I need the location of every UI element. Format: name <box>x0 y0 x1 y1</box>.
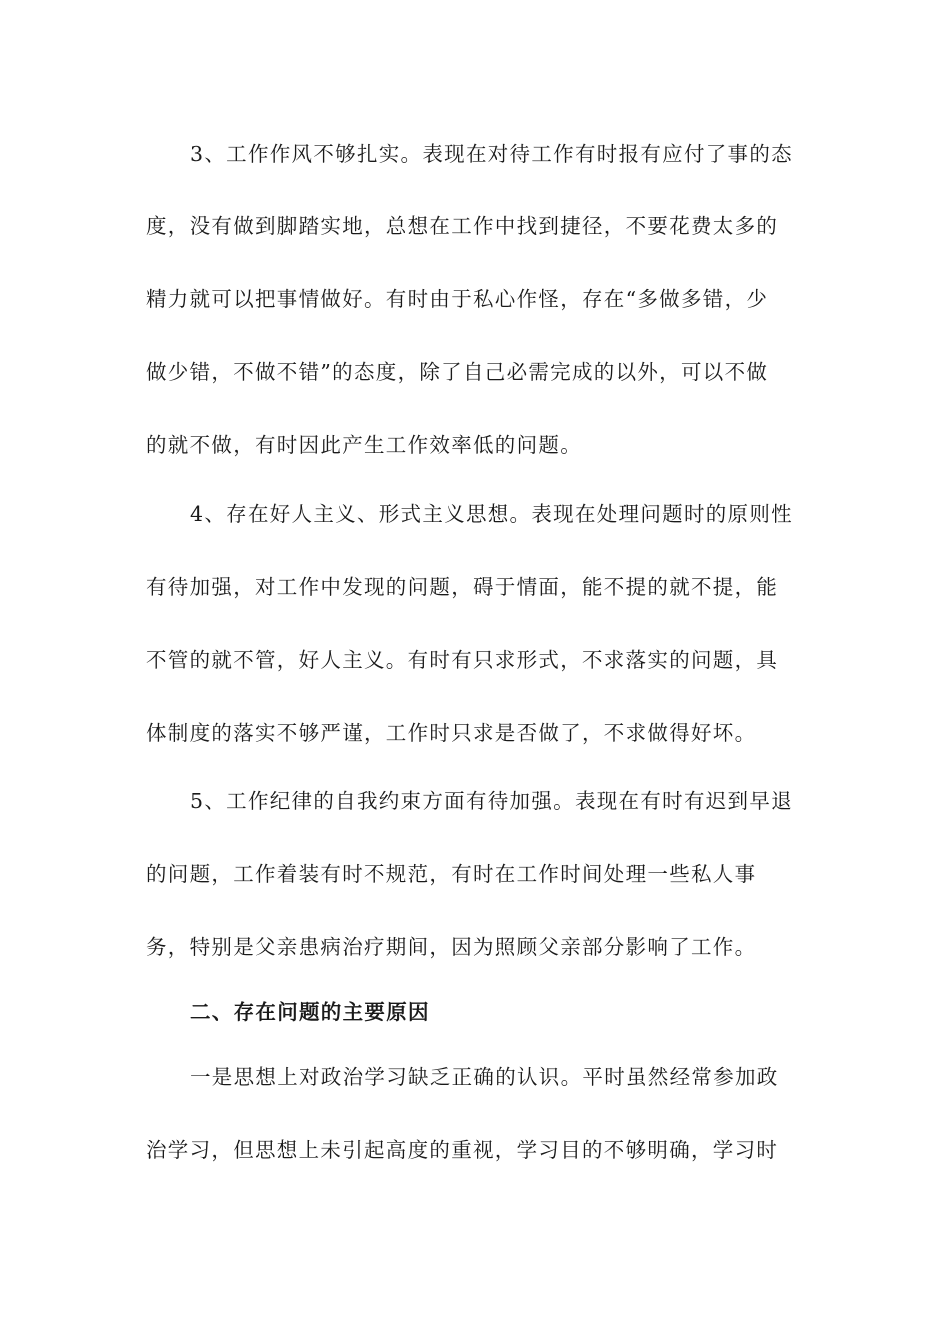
paragraph-3-line-3: 精力就可以把事情做好。有时由于私心作怪，存在“多做多错，少 <box>146 287 769 311</box>
paragraph-3-line-1: 3、工作作风不够扎实。表现在对待工作有时报有应付了事的态 <box>190 142 793 166</box>
paragraph-4-line-3: 不管的就不管，好人主义。有时有只求形式，不求落实的问题，具 <box>146 648 779 672</box>
paragraph-reason-1-line-2: 治学习，但思想上未引起高度的重视，学习目的不够明确，学习时 <box>146 1138 779 1162</box>
paragraph-5-line-1: 5、工作纪律的自我约束方面有待加强。表现在有时有迟到早退 <box>190 789 793 813</box>
paragraph-4-line-4: 体制度的落实不够严谨，工作时只求是否做了，不求做得好坏。 <box>146 721 757 745</box>
paragraph-3-line-2: 度，没有做到脚踏实地，总想在工作中找到捷径，不要花费太多的 <box>146 214 779 238</box>
paragraph-5-line-3: 务，特别是父亲患病治疗期间，因为照顾父亲部分影响了工作。 <box>146 935 757 959</box>
paragraph-4-line-2: 有待加强，对工作中发现的问题，碍于情面，能不提的就不提，能 <box>146 575 779 599</box>
paragraph-4-line-1: 4、存在好人主义、形式主义思想。表现在处理问题时的原则性 <box>190 502 793 526</box>
paragraph-3-line-5: 的就不做，有时因此产生工作效率低的问题。 <box>146 433 582 457</box>
paragraph-3-line-4: 做少错，不做不错”的态度，除了自己必需完成的以外，可以不做 <box>146 360 769 384</box>
paragraph-5-line-2: 的问题，工作着装有时不规范，有时在工作时间处理一些私人事 <box>146 862 757 886</box>
section-heading: 二、存在问题的主要原因 <box>190 1000 430 1024</box>
paragraph-reason-1-line-1: 一是思想上对政治学习缺乏正确的认识。平时虽然经常参加政 <box>190 1065 779 1089</box>
